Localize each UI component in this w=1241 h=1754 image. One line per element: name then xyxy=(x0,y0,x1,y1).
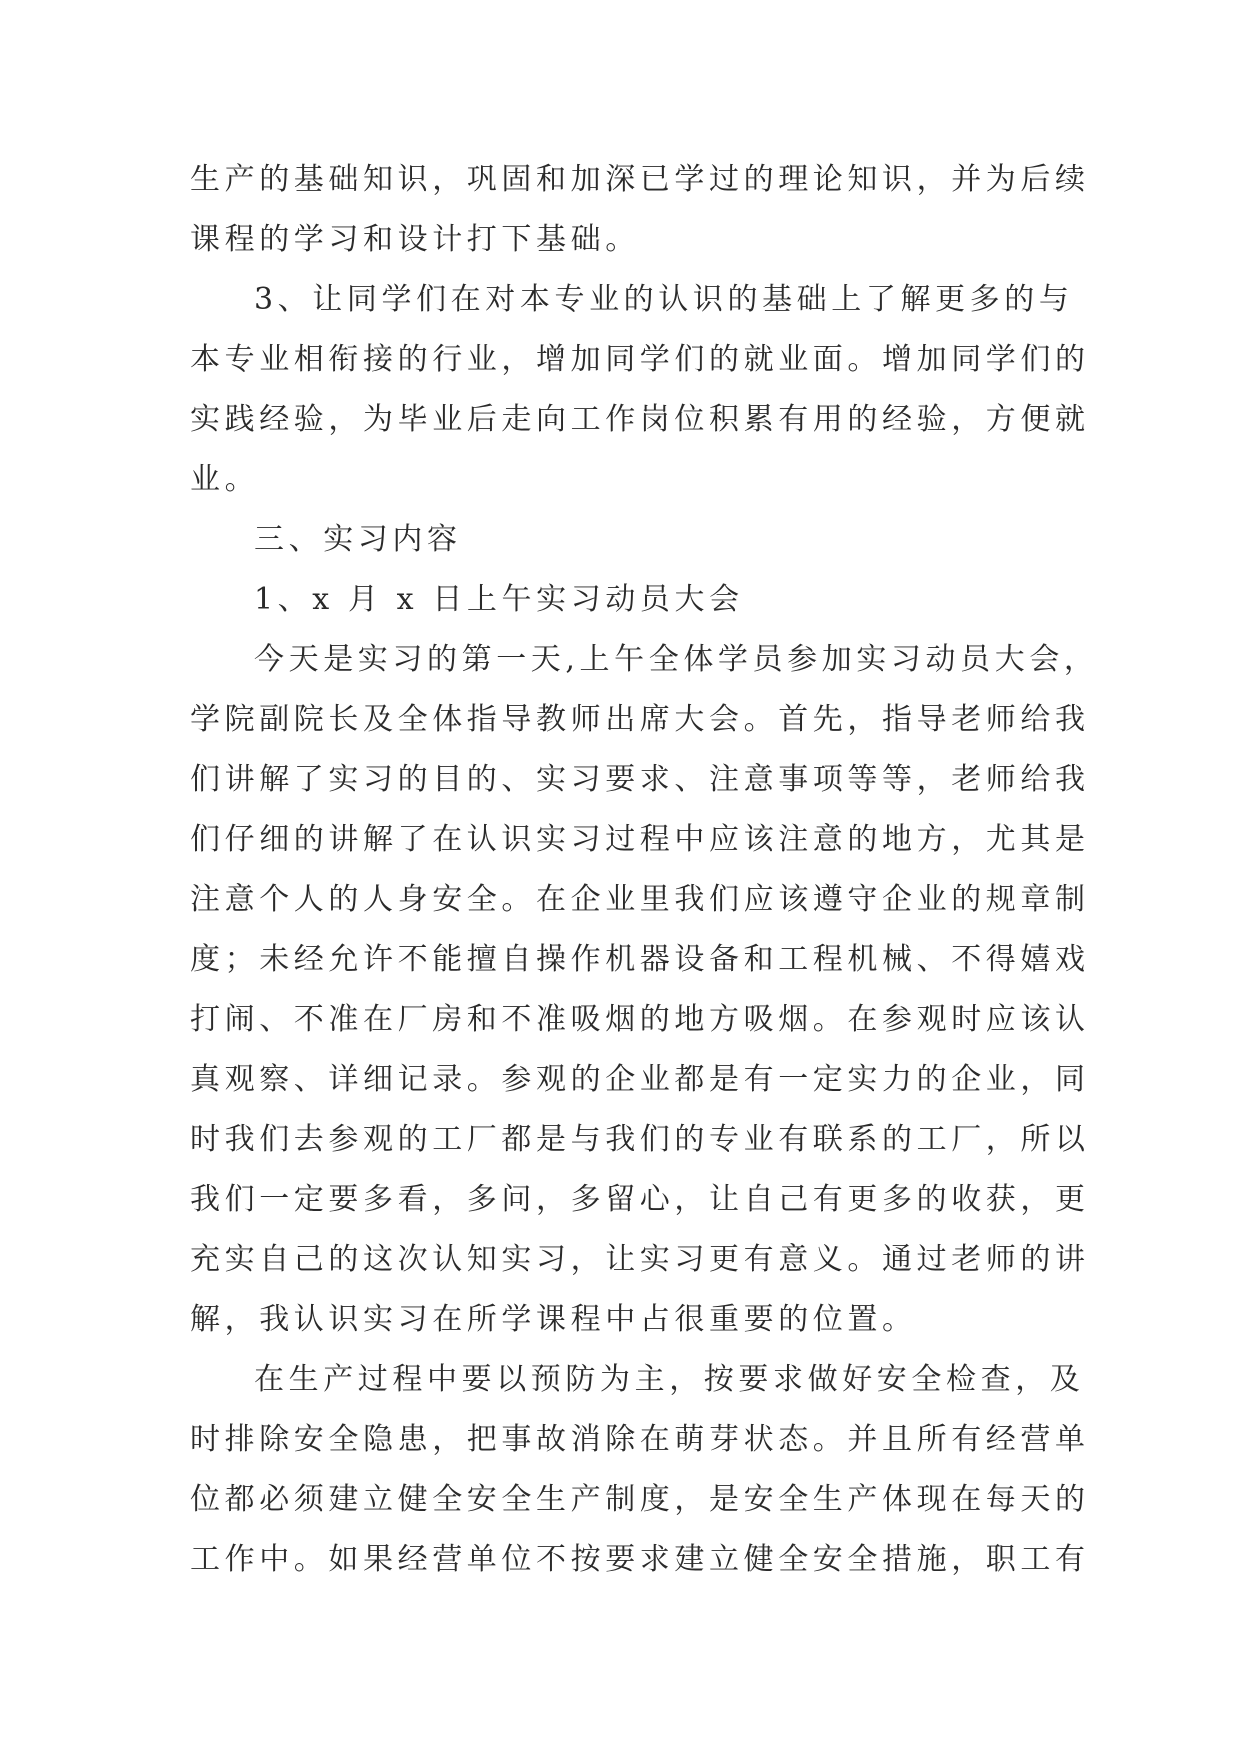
subsection-heading: 1、x 月 x 日上午实习动员大会 xyxy=(254,582,744,617)
text-line-2: 课程的学习和设计打下基础。 xyxy=(190,222,640,257)
text-line-4: 本专业相衔接的行业，增加同学们的就业面。增加同学们的 xyxy=(190,342,1090,377)
text-line-1: 生产的基础知识，巩固和加深已学过的理论知识，并为后续 xyxy=(190,162,1090,197)
text-line-17: 时我们去参观的工厂都是与我们的专业有联系的工厂，所以 xyxy=(190,1122,1090,1157)
text-line-6: 业。 xyxy=(190,462,260,497)
section-heading: 三、实习内容 xyxy=(254,522,462,557)
text-line-5: 实践经验，为毕业后走向工作岗位积累有用的经验，方便就 xyxy=(190,402,1090,437)
text-line-3: 3、让同学们在对本专业的认识的基础上了解更多的与 xyxy=(254,282,1074,317)
text-line-14: 度；未经允许不能擅自操作机器设备和工程机械、不得嬉戏 xyxy=(190,942,1090,977)
text-line-21: 在生产过程中要以预防为主，按要求做好安全检查，及 xyxy=(254,1362,1085,1397)
text-line-22: 时排除安全隐患，把事故消除在萌芽状态。并且所有经营单 xyxy=(190,1422,1090,1457)
document-body xyxy=(190,150,1099,1590)
text-line-12: 们仔细的讲解了在认识实习过程中应该注意的地方，尤其是 xyxy=(190,822,1090,857)
text-line-18: 我们一定要多看，多问，多留心，让自己有更多的收获，更 xyxy=(190,1182,1090,1217)
text-line-13: 注意个人的人身安全。在企业里我们应该遵守企业的规章制 xyxy=(190,882,1090,917)
text-line-24: 工作中。如果经营单位不按要求建立健全安全措施，职工有 xyxy=(190,1542,1090,1577)
text-line-15: 打闹、不准在厂房和不准吸烟的地方吸烟。在参观时应该认 xyxy=(190,1002,1090,1037)
text-line-23: 位都必须建立健全安全生产制度，是安全生产体现在每天的 xyxy=(190,1482,1090,1517)
text-line-16: 真观察、详细记录。参观的企业都是有一定实力的企业，同 xyxy=(190,1062,1090,1097)
text-line-19: 充实自己的这次认知实习，让实习更有意义。通过老师的讲 xyxy=(190,1242,1090,1277)
text-line-9: 今天是实习的第一天,上午全体学员参加实习动员大会， xyxy=(254,642,1099,677)
text-line-11: 们讲解了实习的目的、实习要求、注意事项等等，老师给我 xyxy=(190,762,1090,797)
text-line-20: 解，我认识实习在所学课程中占很重要的位置。 xyxy=(190,1302,917,1337)
text-line-10: 学院副院长及全体指导教师出席大会。首先，指导老师给我 xyxy=(190,702,1090,737)
